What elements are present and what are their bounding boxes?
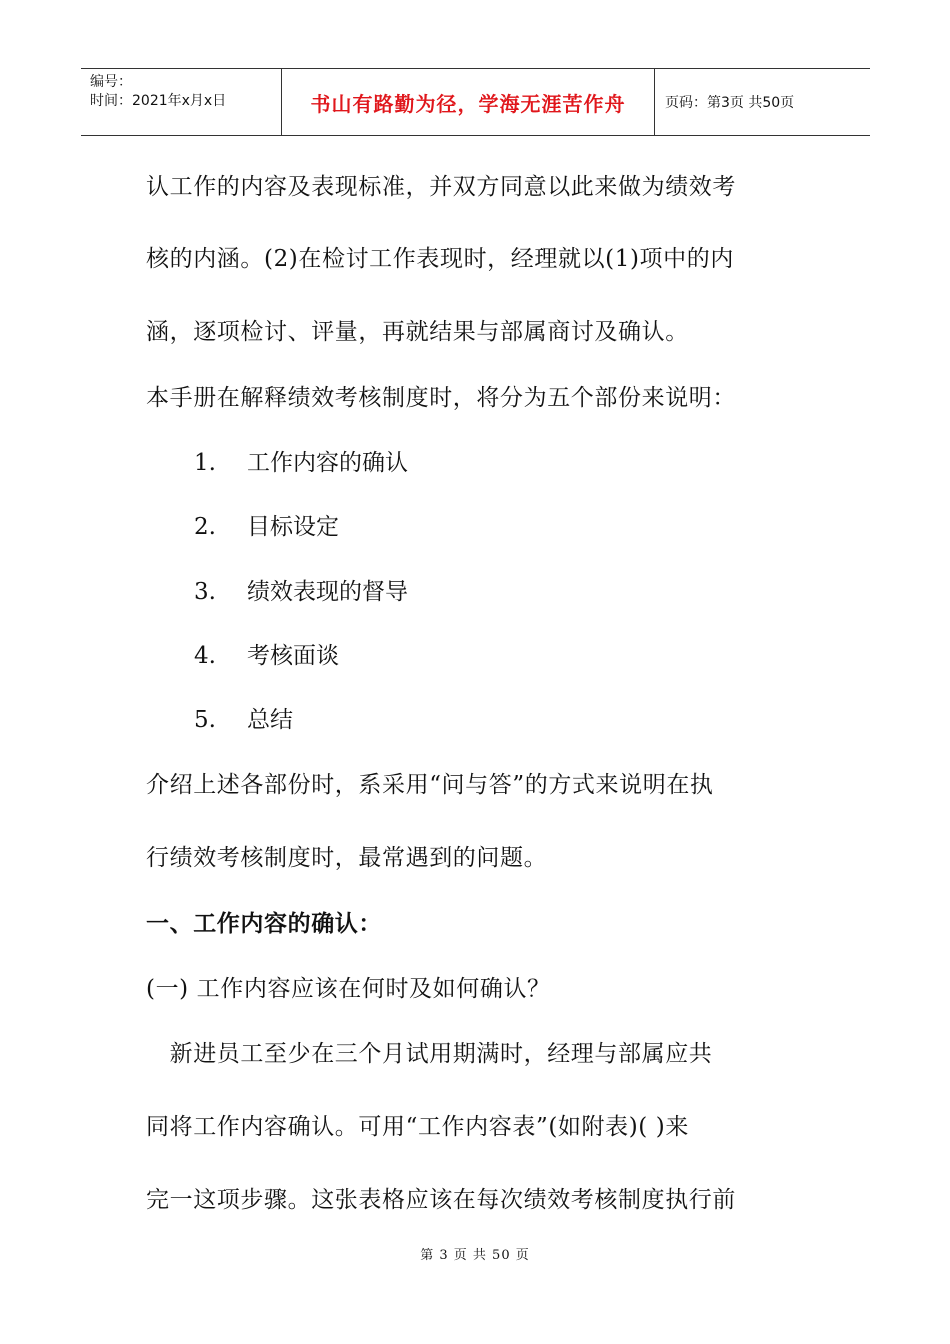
body-line: 本手册在解释绩效考核制度时，将分为五个部份来说明： [146, 385, 736, 411]
number-label: 编号： [90, 74, 132, 90]
list-item-number: 4. [194, 643, 216, 669]
list-item [194, 512, 339, 542]
body-line: 涵，逐项检讨、评量，再就结果与部属商讨及确认。 [146, 319, 689, 345]
list-item-text: 目标设定 [247, 514, 339, 540]
list-item [194, 448, 408, 478]
list-item-text: 考核面谈 [247, 643, 339, 669]
body-line: 完一这项步骤。这张表格应该在每次绩效考核制度执行前 [146, 1187, 736, 1213]
body-line: 行绩效考核制度时，最常遇到的问题。 [146, 845, 548, 871]
header-left-cell [81, 69, 282, 135]
time-label: 时间：2021年x月x日 [90, 93, 227, 109]
body-line: 核的内涵。(2)在检讨工作表现时，经理就以(1)项中的内 [146, 246, 734, 272]
page-footer: 第 3 页 共 50 页 [420, 1248, 530, 1263]
header-page-cell [655, 69, 870, 135]
list-item-text: 总结 [247, 707, 293, 733]
list-item-text: 绩效表现的督导 [247, 579, 408, 605]
header-motto-cell [282, 69, 655, 135]
body-line: 介绍上述各部份时，系采用“问与答”的方式来说明在执 [146, 772, 714, 798]
list-item-number: 1. [194, 450, 216, 476]
page-code: 页码：第3页 共50页 [665, 95, 795, 111]
body-line: 同将工作内容确认。可用“工作内容表”(如附表)( )来 [146, 1114, 689, 1140]
list-item [194, 705, 293, 735]
motto-text: 书山有路勤为径，学海无涯苦作舟 [310, 91, 626, 116]
list-item-number: 5. [194, 707, 216, 733]
body-line: 新进员工至少在三个月试用期满时，经理与部属应共 [146, 1041, 713, 1067]
list-item [194, 577, 408, 607]
list-item-text: 工作内容的确认 [247, 450, 408, 476]
section-heading: 一、工作内容的确认： [146, 910, 382, 937]
list-item-number: 3. [194, 579, 216, 605]
question-line: (一) 工作内容应该在何时及如何确认？ [146, 976, 551, 1002]
list-item [194, 641, 339, 671]
body-line: 认工作的内容及表现标准，并双方同意以此来做为绩效考 [146, 174, 736, 200]
list-item-number: 2. [194, 514, 216, 540]
page-header [81, 68, 870, 136]
